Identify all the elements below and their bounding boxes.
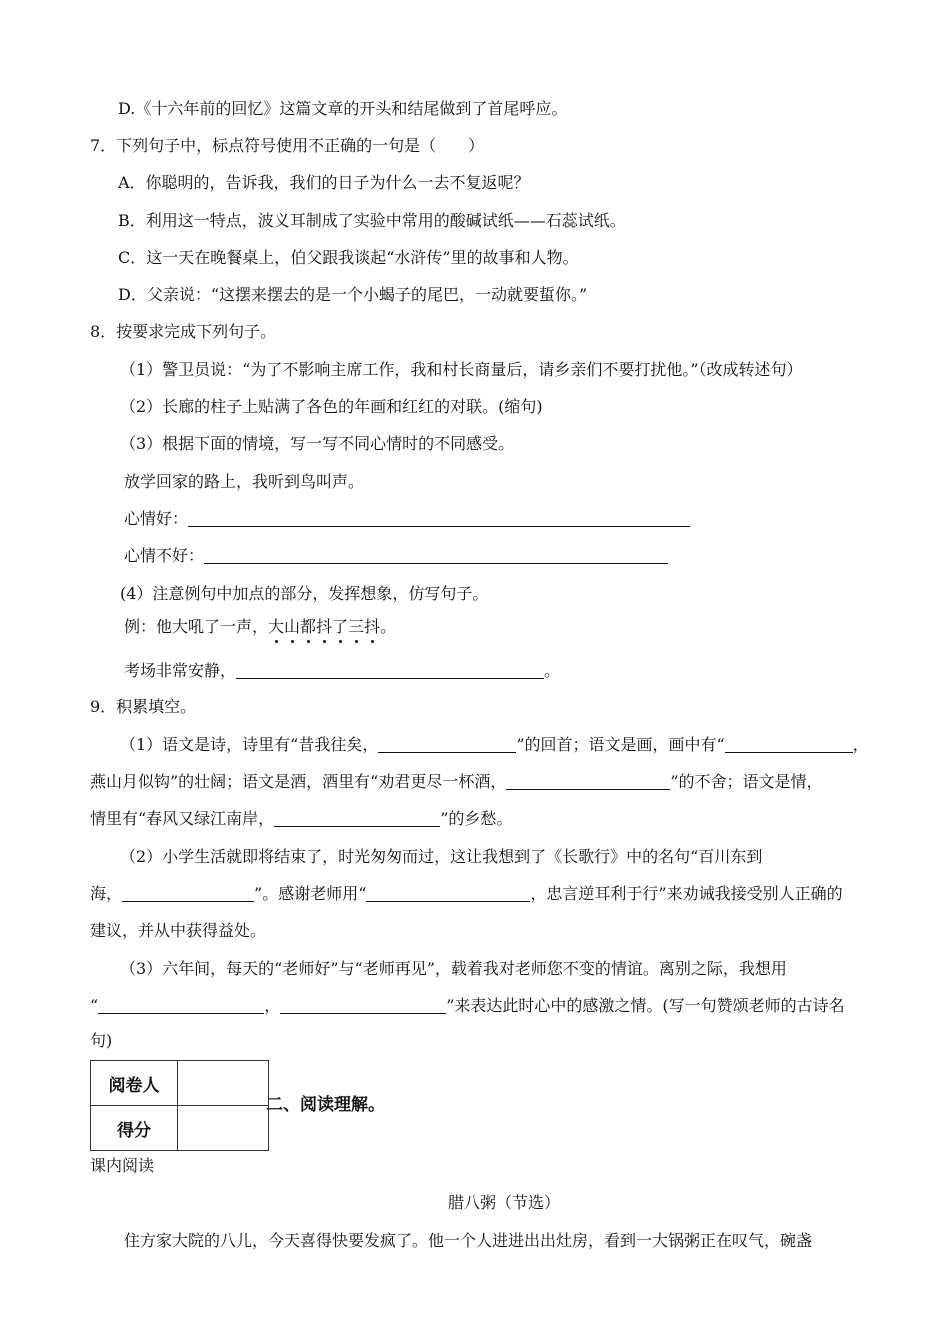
q9-line1-c: ， (852, 735, 869, 754)
q7-option-d: D．父亲说：“这摆来摆去的是一个小蝎子的尾巴，一动就要蜇你。” (118, 285, 588, 304)
q8-bad-label: 心情不好： (124, 546, 205, 565)
q7-option-b: B．利用这一特点，波义耳制成了实验中常用的酸碱试纸——石蕊试纸。 (118, 211, 626, 230)
emphasis-char: 抖 (316, 617, 332, 636)
q9-line6: 建议，并从中获得益处。 (90, 921, 267, 940)
section2-title: 二、阅读理解。 (266, 1095, 385, 1115)
q7-stem: 7．下列句子中，标点符号使用不正确的一句是（ ） (90, 136, 485, 155)
q9-blank1[interactable] (378, 736, 516, 753)
q8-imitate-suffix: 。 (544, 661, 561, 680)
q9-blank8[interactable] (280, 997, 446, 1014)
q9-line2-a: 燕山月似钩”的壮阔；语文是酒，酒里有“劝君更尽一杯酒， (90, 772, 507, 791)
q8-example-prefix: 例：他大吼了一声， (124, 617, 269, 636)
q8-part2: （2）长廊的柱子上贴满了各色的年画和红红的对联。(缩句) (120, 397, 543, 416)
reading-title: 腊八粥（节选） (448, 1193, 561, 1212)
emphasis-dot (339, 640, 342, 643)
q8-good-blank[interactable] (188, 510, 690, 527)
score-table (90, 1060, 269, 1151)
q9-blank6[interactable] (366, 885, 530, 902)
q9-line8-a: “ (90, 996, 99, 1015)
q8-bad-blank[interactable] (204, 547, 668, 564)
q9-line8-b: ， (264, 996, 281, 1015)
q9-line3-b: ”的乡愁。 (440, 809, 513, 828)
emphasis-dot (291, 640, 294, 643)
q8-imitate (124, 660, 560, 682)
q8-imitate-blank[interactable] (236, 662, 544, 679)
q9-blank3[interactable] (506, 773, 670, 790)
q8-imitate-prefix: 考场非常安静， (124, 661, 237, 680)
q8-part1: （1）警卫员说：“为了不影响主席工作，我和村长商量后，请乡亲们不要打扰他。”（改成转述句） (120, 360, 803, 379)
q9-line1 (120, 734, 869, 756)
score-cell[interactable] (178, 1106, 269, 1151)
q7-option-a: A．你聪明的，告诉我，我们的日子为什么一去不复返呢？ (118, 173, 530, 192)
q9-line1-b: ”的回首；语文是画，画中有“ (516, 735, 725, 754)
q8-example-dotted (268, 617, 380, 636)
q9-blank5[interactable] (122, 885, 254, 902)
q9-line9: 句) (90, 1031, 113, 1050)
q8-part3: （3）根据下面的情境，写一写不同心情时的不同感受。 (120, 434, 515, 453)
q9-line5-b: ”。感谢老师用“ (254, 884, 367, 903)
q9-line2 (90, 771, 823, 793)
q9-line1-a: （1）语文是诗，诗里有“昔我往矣， (120, 735, 379, 754)
q9-line4: （2）小学生活就即将结束了，时光匆匆而过，这让我想到了《长歌行》中的名句“百川东到 (120, 847, 763, 866)
q9-line7: （3）六年间，每天的“老师好”与“老师再见”，载着我对老师您不变的情谊。离别之际，我想用 (120, 959, 787, 978)
emphasis-char: 都 (300, 617, 316, 636)
q9-line3 (90, 808, 512, 830)
q9-line5-a: 海， (90, 884, 123, 903)
q8-stem: 8．按要求完成下列句子。 (90, 322, 277, 341)
q8-example (124, 616, 396, 638)
reviewer-label: 阅卷人 (91, 1061, 178, 1106)
score-label: 得分 (91, 1106, 178, 1151)
reading-first-line: 住方家大院的八儿，今天喜得快要发疯了。他一个人进进出出灶房，看到一大锅粥正在叹气，碗盏 (124, 1231, 813, 1250)
q9-line8 (90, 995, 845, 1017)
q8-part4: (4）注意例句中加点的部分，发挥想象，仿写句子。 (120, 584, 489, 603)
q7-option-c: C．这一天在晚餐桌上，伯父跟我谈起“水浒传”里的故事和人物。 (118, 248, 579, 267)
q8-bad-mood (124, 545, 668, 567)
q9-blank2[interactable] (725, 736, 853, 753)
q8-good-label: 心情好： (124, 509, 189, 528)
q9-line3-a: 情里有“春风又绿江南岸， (90, 809, 275, 828)
q6-option-d: D.《十六年前的回忆》这篇文章的开头和结尾做到了首尾呼应。 (118, 99, 568, 118)
q9-blank7[interactable] (98, 997, 264, 1014)
q9-blank4[interactable] (274, 810, 440, 827)
emphasis-dot (323, 640, 326, 643)
emphasis-char: 抖 (364, 617, 380, 636)
emphasis-dot (355, 640, 358, 643)
emphasis-dot (371, 640, 374, 643)
emphasis-char: 山 (284, 617, 300, 636)
emphasis-char: 三 (348, 617, 364, 636)
q9-line5-c: ，忠言逆耳利于行”来劝诫我接受别人正确的 (530, 884, 843, 903)
reading-label: 课内阅读 (90, 1156, 155, 1175)
emphasis-dot (275, 640, 278, 643)
q9-line2-b: ”的不舍；语文是情， (670, 772, 823, 791)
q8-good-mood (124, 508, 690, 530)
emphasis-char: 大 (268, 617, 284, 636)
emphasis-char: 了 (332, 617, 348, 636)
reviewer-cell[interactable] (178, 1061, 269, 1106)
q8-example-suffix: 。 (380, 617, 397, 636)
emphasis-dot (307, 640, 310, 643)
q8-scene: 放学回家的路上，我听到鸟叫声。 (124, 472, 365, 491)
q9-line5 (90, 883, 843, 905)
q9-line8-c: ”来表达此时心中的感激之情。(写一句赞颂老师的古诗名 (446, 996, 845, 1015)
q9-stem: 9．积累填空。 (90, 697, 197, 716)
